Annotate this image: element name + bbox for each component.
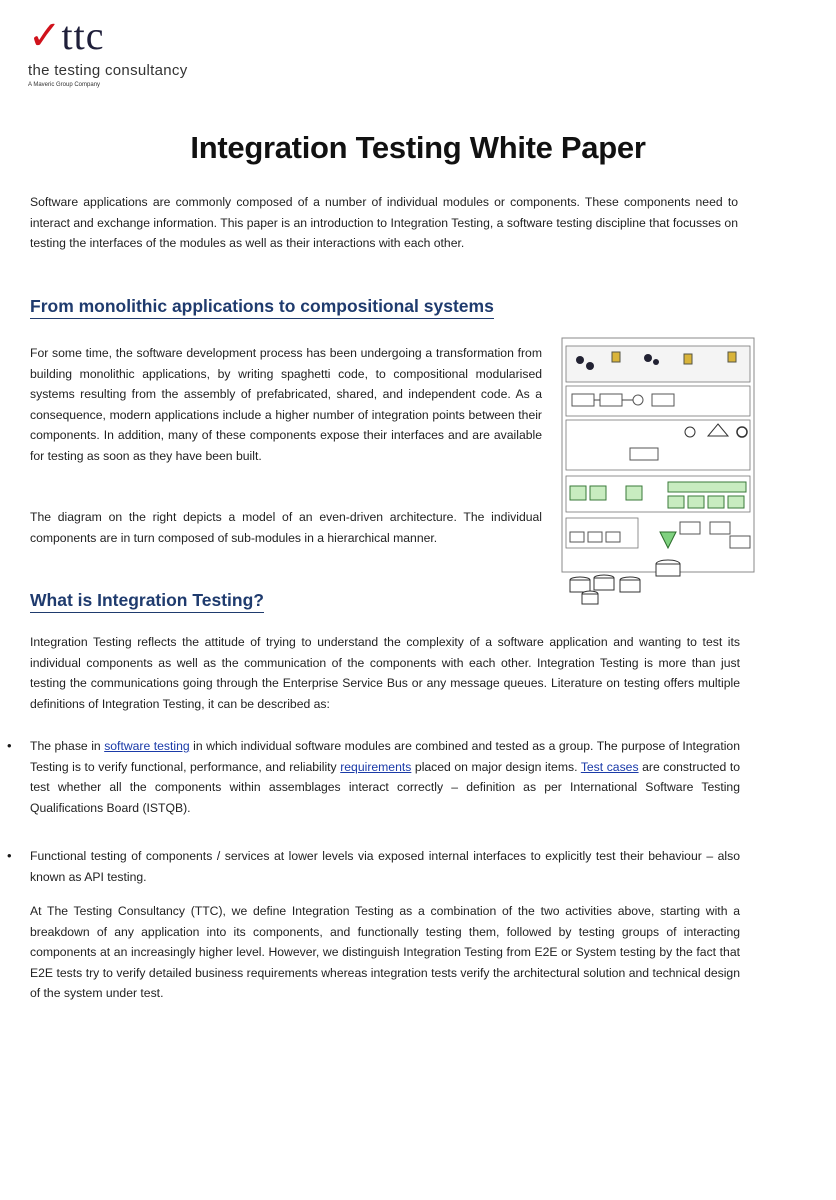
logo-mark	[28, 13, 268, 59]
page-title: Integration Testing White Paper	[190, 130, 646, 165]
bullet1-text-4: are constructed to test whether all the components within assemblages interact correctly – definition as per International Software Testing Qualifications Board (ISTQB).	[30, 759, 740, 815]
bullet-icon: •	[7, 738, 12, 753]
bullet-icon: •	[7, 848, 12, 863]
section2-paragraph-2: At The Testing Consultancy (TTC), we define Integration Testing as a combination of the two activities above, starting with a breakdown of any application into its components, and functionally testing them, followed by testing groups of interacting components at an increasingly higher level. However, we distinguish Integration Testing from E2E or System testing by the fact that E2E tests try to verify detailed business requirements whereas integration tests verify the architectural solution and technical design of the system under test.	[30, 904, 740, 1000]
company-logo	[28, 13, 268, 96]
section2-paragraph-1: Integration Testing reflects the attitude of trying to understand the complexity of a software application and wanting to test its individual components as well as the communication of the components with each other. Integration Testing is more than just testing the communications going through the Enterprise Service Bus or any message queues. Literature on testing offers multiple definitions of Integration Testing, it can be described as:	[30, 635, 740, 711]
bullet1-text-2: in which individual software modules are combined and tested as a group. The purpose of Integration Testing is to verify functional, performance, and reliability	[30, 739, 740, 774]
definition-bullet-1	[30, 736, 740, 818]
logo-wordmark: ttc	[61, 13, 105, 58]
section2-heading: What is Integration Testing?	[30, 590, 264, 613]
architecture-diagram	[560, 336, 756, 614]
section1-heading: From monolithic applications to compositional systems	[30, 296, 494, 319]
test-cases-link[interactable]: Test cases	[580, 759, 639, 774]
bullet1-text-3: placed on major design items.	[411, 759, 581, 774]
requirements-link[interactable]: requirements	[340, 759, 412, 774]
intro-paragraph: Software applications are commonly composed of a number of individual modules or components. These components need to interact and exchange information. This paper is an introduction to Integration Testing, a software testing discipline that focusses on testing the interfaces of the modules as well as their interactions with each other.	[30, 195, 738, 250]
logo-subtag: A Maveric Group Company	[28, 82, 101, 88]
section1-paragraph-1: For some time, the software development process has been undergoing a transformation from building monolithic applications, by writing spaghetti code, to compositional modularised systems resulting from the assembly of prefabricated, shared, and independent code. As a consequence, modern applications include a higher number of integration points between their components. In addition, many of these components expose their interfaces and are available for testing as soon as they have been built.	[30, 346, 542, 463]
software-testing-link[interactable]: software testing	[104, 739, 190, 753]
bullet1-text-1: The phase in	[30, 739, 105, 753]
logo-tagline: the testing consultancy	[28, 62, 188, 79]
definition-bullet-2: Functional testing of components / services at lower levels via exposed internal interfaces to explicitly test their behaviour – also known as API testing.	[30, 849, 740, 884]
section1-paragraph-2: The diagram on the right depicts a model of an even-driven architecture. The individual components are in turn composed of sub-modules in a hierarchical manner.	[30, 510, 542, 545]
check-mark-icon: ✓	[28, 13, 62, 59]
